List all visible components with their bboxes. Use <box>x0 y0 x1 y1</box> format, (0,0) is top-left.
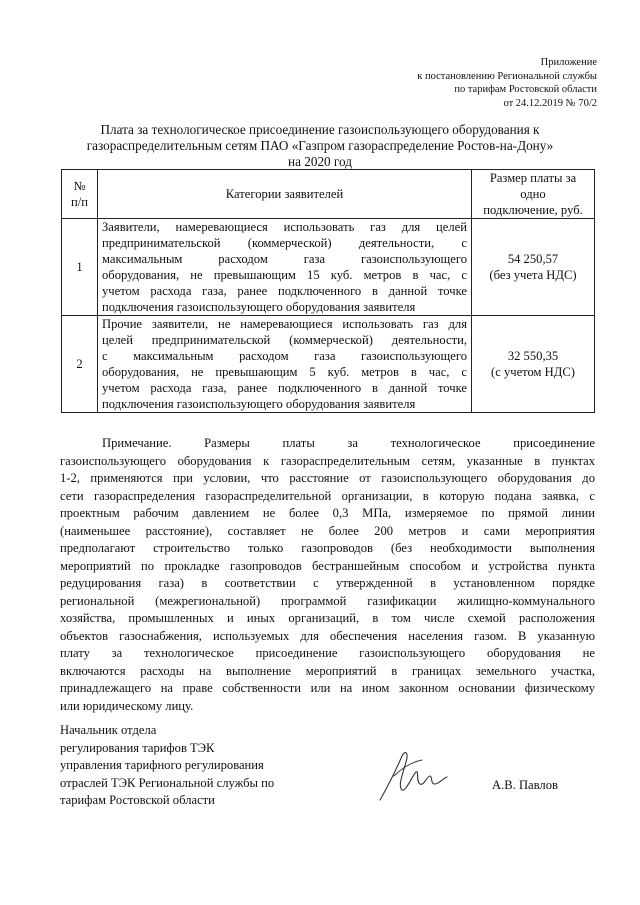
note-line: хозяйства, промышленных и иных организаций, в том числе схемой расположения <box>60 611 595 625</box>
note-line: включаются расходы на выполнение мероприятий в границах земельного участка, <box>60 663 595 678</box>
appendix-line: Приложение <box>540 57 597 68</box>
row-category: Заявители, намеревающиеся использовать газ для целей предпринимательской (коммерческой) деятельности, с максимальным расходом газа газоиспользующего оборудования, не превышающим 15 куб. метров в час, с учетом расхода газа, ранее подключенного в данной точке подключения газоиспользующего оборудования заявителя <box>98 219 472 316</box>
fee-note: (без учета НДС) <box>489 268 577 282</box>
note-line: предполагают строительство только газопроводов (без необходимости выполнения <box>60 541 595 555</box>
note-line: мероприятий по прокладке газопроводов бестраншейным способом и устройства пункта <box>60 558 595 573</box>
fee-table <box>61 169 595 413</box>
fee-amount: 54 250,57 <box>507 252 559 266</box>
note-line: 1-2, применяются при условии, что расстояние от газоиспользующего оборудования до <box>60 471 595 485</box>
table-header-row <box>62 170 595 219</box>
note-line: газоиспользующего оборудования к газораспределительным сетям, указанные в пунктах <box>60 453 595 468</box>
note-line: плату за технологическое присоединение газоиспользующего оборудования не <box>60 646 595 660</box>
note-paragraph <box>60 435 595 715</box>
note-line: (наименьшее расстояние), составляет не более 200 метров и сами мероприятия <box>60 523 595 538</box>
fee-amount: 32 550,35 <box>507 349 559 363</box>
row-fee <box>472 316 595 413</box>
appendix-line: от 24.12.2019 № 70/2 <box>503 97 597 109</box>
position-line: Начальник отдела <box>60 723 157 737</box>
note-line: Примечание. Размеры платы за технологическое присоединение <box>102 436 595 450</box>
header-number: № п/п <box>62 170 98 219</box>
note-line: сети газораспределения газораспределительной организации, в которую подана заявка, с <box>60 488 595 503</box>
note-line: или юридическому лицу. <box>60 698 194 713</box>
title-line: Плата за технологическое присоединение газоиспользующего оборудования к <box>100 122 540 137</box>
table-row <box>62 219 595 316</box>
appendix-header <box>337 56 597 110</box>
note-line: редуцирования газа) в соответствии с утвержденной в установленном порядке <box>60 576 595 590</box>
row-fee <box>472 219 595 316</box>
signatory-position <box>60 722 320 810</box>
row-number: 1 <box>62 219 98 316</box>
position-line: регулирования тарифов ТЭК <box>60 740 215 755</box>
title-line: газораспределительным сетям ПАО «Газпром газораспределение Ростов-на-Дону» <box>86 138 554 153</box>
position-line: управления тарифного регулирования <box>60 758 264 772</box>
handwritten-signature <box>372 746 452 806</box>
header-fee: Размер платы за одно подключение, руб. <box>472 170 595 219</box>
appendix-line: по тарифам Ростовской области <box>454 84 597 95</box>
row-number: 2 <box>62 316 98 413</box>
table-row <box>62 316 595 413</box>
position-line: отраслей ТЭК Региональной службы по <box>60 775 275 790</box>
position-line: тарифам Ростовской области <box>60 793 215 807</box>
note-line: проектным рабочим давлением не более 0,3 МПа, измеряемое по прямой линии <box>60 506 595 520</box>
note-line: региональной (межрегиональной) программой газификации жилищно-коммунального <box>60 593 595 608</box>
header-category: Категории заявителей <box>98 170 472 219</box>
note-line: принадлежащего на праве собственности или на ином законном основании физическому <box>60 681 595 695</box>
note-line: объектов газоснабжения, используемых для обеспечения населения газом. В указанную <box>60 628 595 643</box>
signer-name: А.В. Павлов <box>492 778 558 792</box>
fee-note: (с учетом НДС) <box>491 365 575 379</box>
title-line: на 2020 год <box>288 154 352 169</box>
document-title <box>60 122 580 170</box>
row-category: Прочие заявители, не намеревающиеся использовать газ для целей предпринимательской (коммерческой) деятельности, с максимальным расходом газа газоиспользующего оборудования, не превышающим 5 куб. метров в час, с учетом расхода газа, ранее подключенного в данной точке подключения газоиспользующего оборудования заявителя <box>98 316 472 413</box>
appendix-line: к постановлению Региональной службы <box>417 70 597 82</box>
